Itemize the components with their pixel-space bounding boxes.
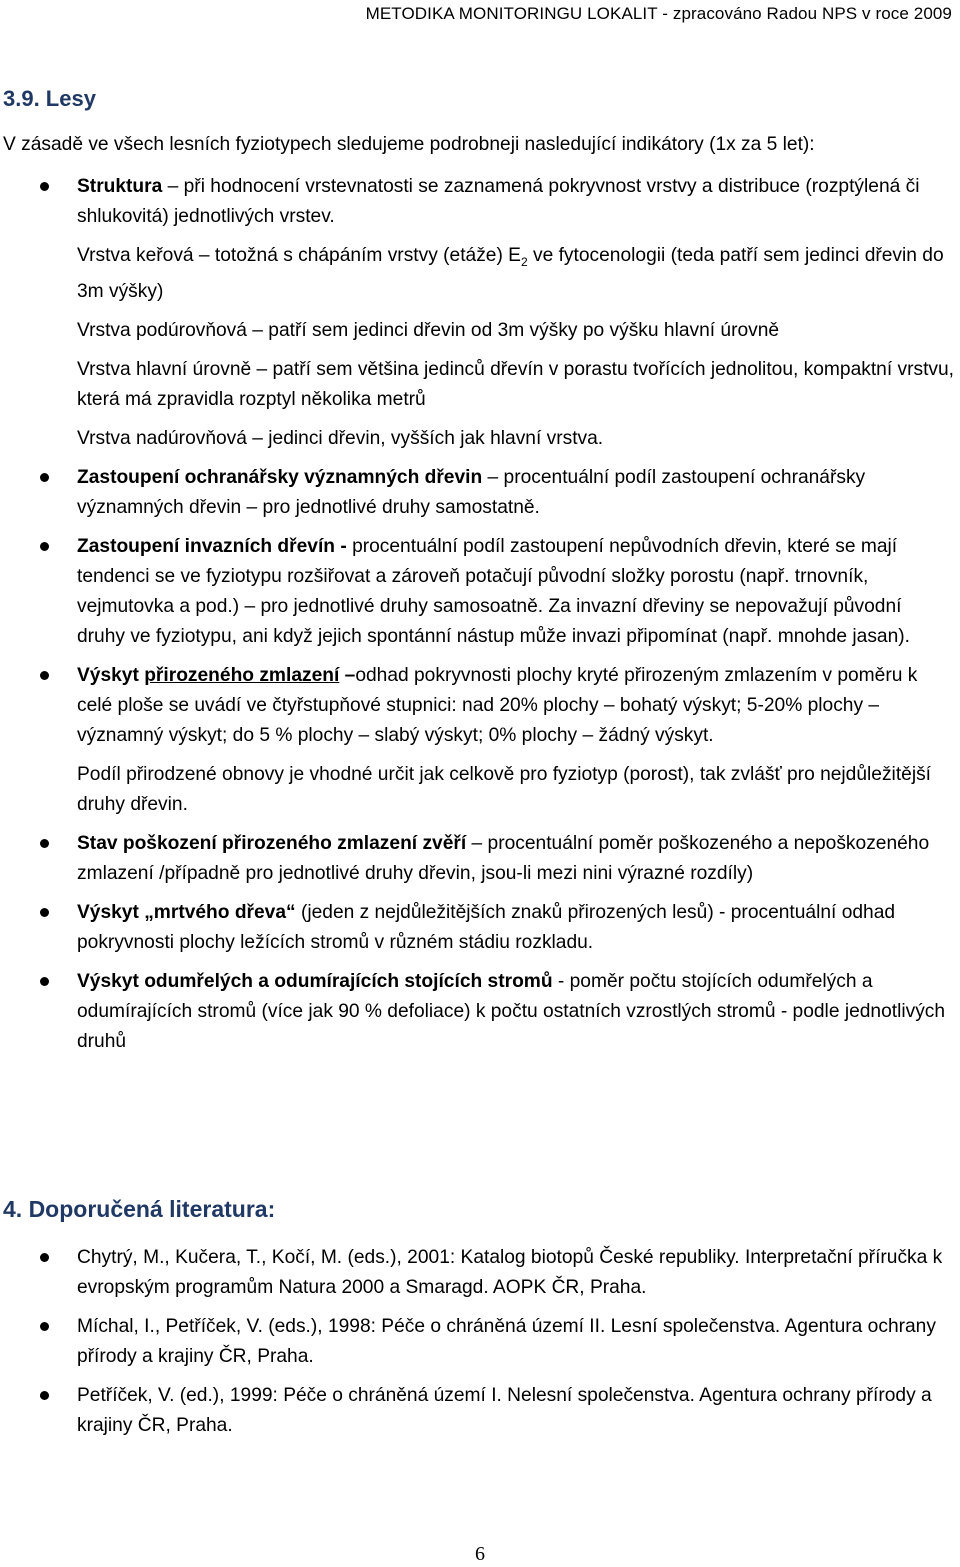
indicator-term: Zastoupení invazních dřevín -: [77, 535, 347, 557]
literature-citation: Chytrý, M., Kučera, T., Kočí, M. (eds.), 2001: Katalog biotopů České republiky. Interpretační příručka k evropským programům Natura 2000 a Smaragd. AOPK ČR, Praha.: [77, 1247, 943, 1298]
bullet-icon: [40, 977, 49, 986]
indicator-mrtve-drevo: [0, 898, 960, 958]
layer-shrub: [0, 241, 960, 307]
indicator-text: - poměr počtu stojících odumřelých a odumírajících stromů (více jak 90 % defoliace) k počtu ostatních vzrostlých stromů - podle jednotlivých druhů: [77, 970, 946, 1052]
layer-main: Vrstva hlavní úrovně – patří sem většina jedinců dřevín v porastu tvořících jednolitou, kompaktní vrstvu, která má zpravidla rozptyl několika metrů: [77, 358, 955, 410]
indicator-invazni: [0, 532, 960, 652]
section-heading-lesy: 3.9. Lesy: [3, 86, 96, 111]
indicator-text: – procentuální poměr poškozeného a nepoškozeného zmlazení /případně pro jednotlivé druhy dřevin, jsou-li mezi nini výrazné rozdíly): [77, 832, 930, 884]
indicator-poskozeni: [0, 829, 960, 889]
literature-heading: 4. Doporučená literatura:: [3, 1196, 276, 1222]
indicator-text: procentuální podíl zastoupení nepůvodních dřevin, které se mají tendenci se ve fyziotypu rozšiřovat a zároveň potačují původní složky porostu (např. trnovník, vejmutovka a pod.) – pro jednotlivé druhy samosoatně. Za invazní dřeviny se nepovažují původní druhy ve fyziotypu, ani když jejich spontánní nástup může invazi připomínat (např. mnohde jasan).: [77, 535, 910, 647]
literature-item: [0, 1243, 960, 1303]
indicator-text: – při hodnocení vrstevnatosti se zaznamená pokryvnost vrstvy a distribuce (rozptýlená či shlukovitá) jednotlivých vrstev.: [77, 176, 920, 227]
indicator-term-underlined: přirozeného zmlazení: [144, 664, 340, 686]
running-header: METODIKA MONITORINGU LOKALIT - zpracováno Radou NPS v roce 2009: [365, 4, 952, 23]
indicator-odumrele: [0, 967, 960, 1057]
layer-shrub-text-end: ve fytocenologii (teda patří sem jedinci dřevin do 3m výšky): [77, 245, 944, 302]
indicator-text: odhad pokryvnosti plochy kryté přirozeným zmlazením v poměru k celé ploše se uvádí ve čtyřstupňové stupnici: nad 20% plochy – bohatý výskyt; 5-20% plochy – významný výskyt; do 5 % plochy – slabý výskyt; 0% plochy – žádný výskyt.: [77, 664, 918, 746]
bullet-icon: [40, 839, 49, 848]
literature-item: [0, 1381, 960, 1441]
bullet-icon: [40, 671, 49, 680]
indicator-term: Výskyt: [77, 664, 145, 686]
indicator-term: Stav poškození přirozeného zmlazení zvěří: [77, 832, 467, 854]
indicator-struktura: [0, 172, 960, 232]
indicator-term: Výskyt odumřelých a odumírajících stojících stromů: [77, 970, 553, 992]
literature-item: [0, 1312, 960, 1372]
bullet-icon: [40, 1253, 49, 1262]
indicator-text: – procentuální podíl zastoupení ochranářsky významných dřevin – pro jednotlivé druhy samostatně.: [77, 466, 866, 518]
layer-understory: Vrstva podúrovňová – patří sem jedinci dřevin od 3m výšky po výšku hlavní úrovně: [77, 319, 780, 341]
bullet-icon: [40, 542, 49, 551]
bullet-icon: [40, 473, 49, 482]
indicator-term: Zastoupení ochranářsky významných dřevin: [77, 466, 483, 488]
bullet-icon: [40, 182, 49, 191]
indicator-text: (jeden z nejdůležitějších znaků přirozených lesů) - procentuální odhad pokryvnosti plochy ležících stromů v různém stádiu rozkladu.: [77, 901, 896, 953]
indicator-term: Výskyt „mrtvého dřeva“: [77, 901, 296, 923]
indicator-list: [0, 172, 960, 1057]
layer-shrub-text: Vrstva keřová – totožná s chápáním vrstvy (etáže) E: [77, 245, 521, 266]
page-number: 6: [475, 1543, 485, 1565]
indicator-ochranarsky: [0, 463, 960, 523]
bullet-icon: [40, 1391, 49, 1400]
indicator-zmlazeni-note: Podíl přirodzené obnovy je vhodné určit jak celkově pro fyziotyp (porost), tak zvlášť pro nejdůležitější druhy dřevin.: [77, 763, 932, 815]
layer-shrub-subscript: 2: [520, 254, 528, 269]
layer-overstory: Vrstva nadúrovňová – jedinci dřevin, vyšších jak hlavní vrstva.: [77, 427, 604, 449]
literature-list: [0, 1243, 960, 1441]
indicator-zmlazeni: [0, 661, 960, 751]
indicator-term: Struktura: [77, 176, 163, 197]
bullet-icon: [40, 908, 49, 917]
literature-citation: Petříček, V. (ed.), 1999: Péče o chráněná území I. Nelesní společenstva. Agentura ochrany přírody a krajiny ČR, Praha.: [77, 1385, 932, 1436]
section-intro: V zásadě ve všech lesních fyziotypech sledujeme podrobneji nasledující indikátory (1x za 5 let):: [3, 134, 815, 155]
indicator-term-dash: –: [339, 664, 356, 686]
bullet-icon: [40, 1322, 49, 1331]
literature-citation: Míchal, I., Petříček, V. (eds.), 1998: Péče o chráněná území II. Lesní společenstva. Agentura ochrany přírody a krajiny ČR, Praha.: [77, 1316, 936, 1367]
